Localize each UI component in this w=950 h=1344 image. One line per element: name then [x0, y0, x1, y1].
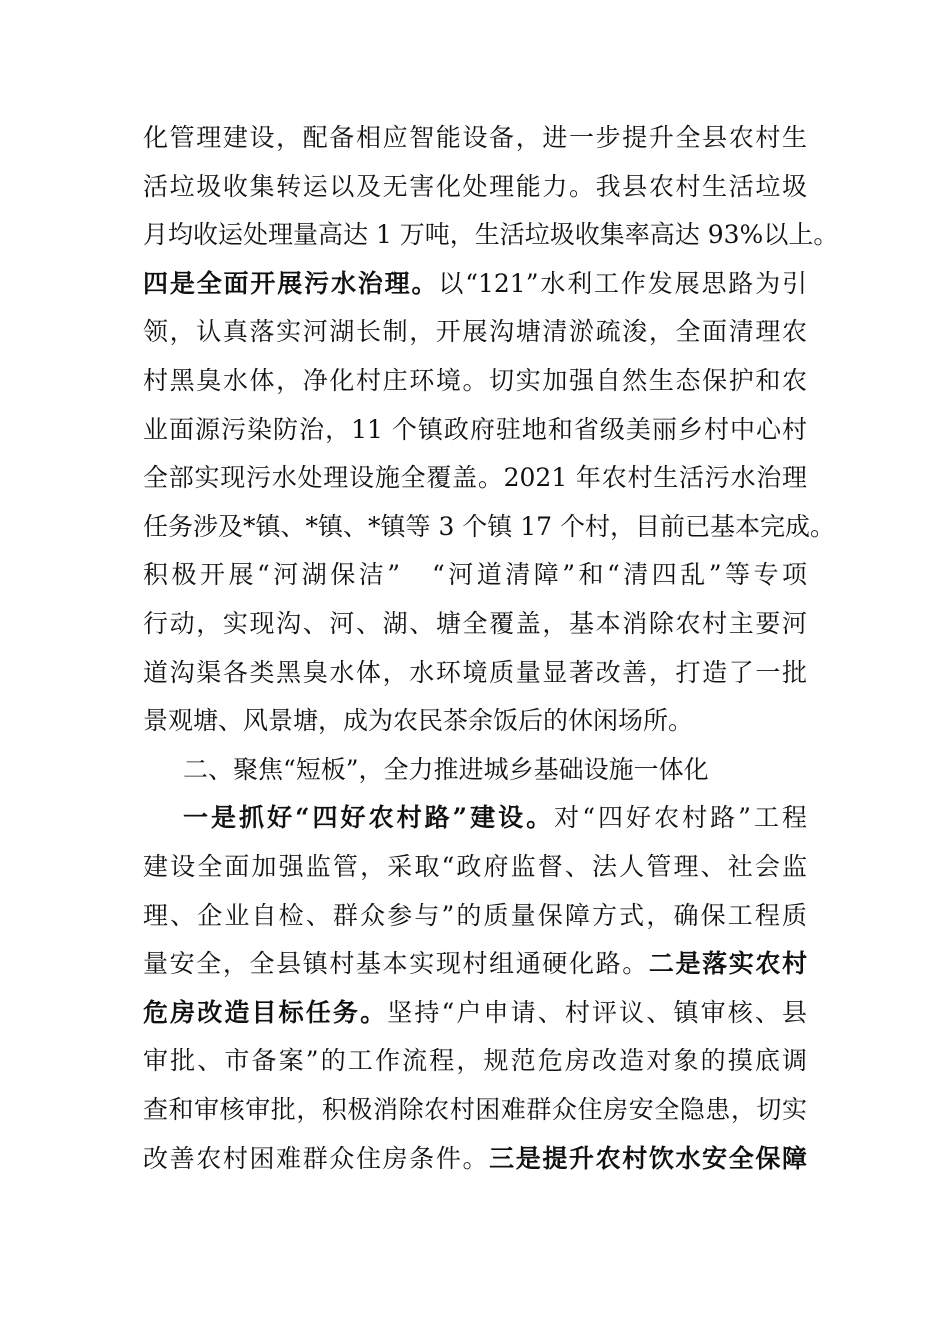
text-line — [143, 170, 807, 204]
body-text-segment: 行动，实现沟、河、湖、塘全覆盖，基本消除农村主要河 — [143, 609, 807, 638]
body-text-segment: 全部实现污水处理设施全覆盖。2021 年农村生活污水治理 — [143, 463, 807, 492]
text-line — [143, 121, 807, 155]
body-text-segment: 化管理建设，配备相应智能设备，进一步提升全县农村生 — [143, 123, 807, 152]
text-line — [143, 899, 807, 933]
body-text-segment: 月均收运处理量高达 1 万吨，生活垃圾收集率高达 93%以上。 — [143, 220, 839, 249]
bold-heading-text: 二是落实农村 — [648, 949, 807, 978]
body-text-segment: 量安全，全县镇村基本实现村组通硬化路。 — [143, 949, 649, 978]
body-text-segment: 审批、市备案”的工作流程，规范危房改造对象的摸底调 — [143, 1046, 807, 1075]
text-line — [143, 1142, 807, 1176]
body-text-segment: 坚持“户申请、村评议、镇审核、县 — [387, 998, 807, 1027]
body-text-segment: 任务涉及*镇、*镇、*镇等 3 个镇 17 个村，目前已基本完成。 — [143, 512, 836, 541]
text-line — [143, 558, 807, 592]
text-line — [143, 947, 807, 981]
text-line — [143, 656, 807, 690]
text-line — [143, 704, 693, 738]
body-text-segment: 活垃圾收集转运以及无害化处理能力。我县农村生活垃圾 — [143, 172, 807, 201]
text-line — [143, 315, 807, 349]
text-line — [143, 607, 807, 641]
text-line — [143, 218, 839, 252]
body-text-segment: 理、企业自检、群众参与”的质量保障方式，确保工程质 — [143, 901, 807, 930]
text-line — [143, 996, 807, 1030]
body-text-segment: 村黑臭水体，净化村庄环境。切实加强自然生态保护和农 — [143, 366, 807, 395]
text-line — [143, 850, 807, 884]
body-text-segment: 查和审核审批，积极消除农村困难群众住房安全隐患，切实 — [143, 1095, 807, 1124]
body-text-segment: 积极开展“河湖保洁” “河道清障”和“清四乱”等专项 — [143, 560, 807, 589]
text-line — [183, 753, 709, 787]
body-text-segment: 二、聚焦“短板”，全力推进城乡基础设施一体化 — [183, 755, 709, 784]
bold-heading-text: 四是全面开展污水治理。 — [143, 269, 439, 298]
body-text-segment: 以“121”水利工作发展思路为引 — [438, 269, 807, 298]
bold-heading-text: 三是提升农村饮水安全保障 — [489, 1144, 807, 1173]
text-line — [143, 510, 836, 544]
body-text-segment: 道沟渠各类黑臭水体，水环境质量显著改善，打造了一批 — [143, 658, 807, 687]
text-line — [183, 801, 807, 835]
bold-heading-text: 危房改造目标任务。 — [143, 998, 388, 1027]
body-text-segment: 业面源污染防治，11 个镇政府驻地和省级美丽乡村中心村 — [143, 415, 807, 444]
text-line — [143, 364, 807, 398]
text-line — [143, 267, 807, 301]
text-line — [143, 1044, 807, 1078]
text-line — [143, 1093, 807, 1127]
text-line — [143, 461, 807, 495]
bold-heading-text: 一是抓好“四好农村路”建设。 — [183, 803, 555, 832]
body-text-segment: 领，认真落实河湖长制，开展沟塘清淤疏浚，全面清理农 — [143, 317, 807, 346]
body-text-segment: 改善农村困难群众住房条件。 — [143, 1144, 490, 1173]
body-text-segment: 建设全面加强监管，采取“政府监督、法人管理、社会监 — [143, 852, 807, 881]
body-text-segment: 对“四好农村路”工程 — [554, 803, 807, 832]
text-line — [143, 413, 807, 447]
body-text-segment: 景观塘、风景塘，成为农民茶余饭后的休闲场所。 — [143, 706, 694, 735]
